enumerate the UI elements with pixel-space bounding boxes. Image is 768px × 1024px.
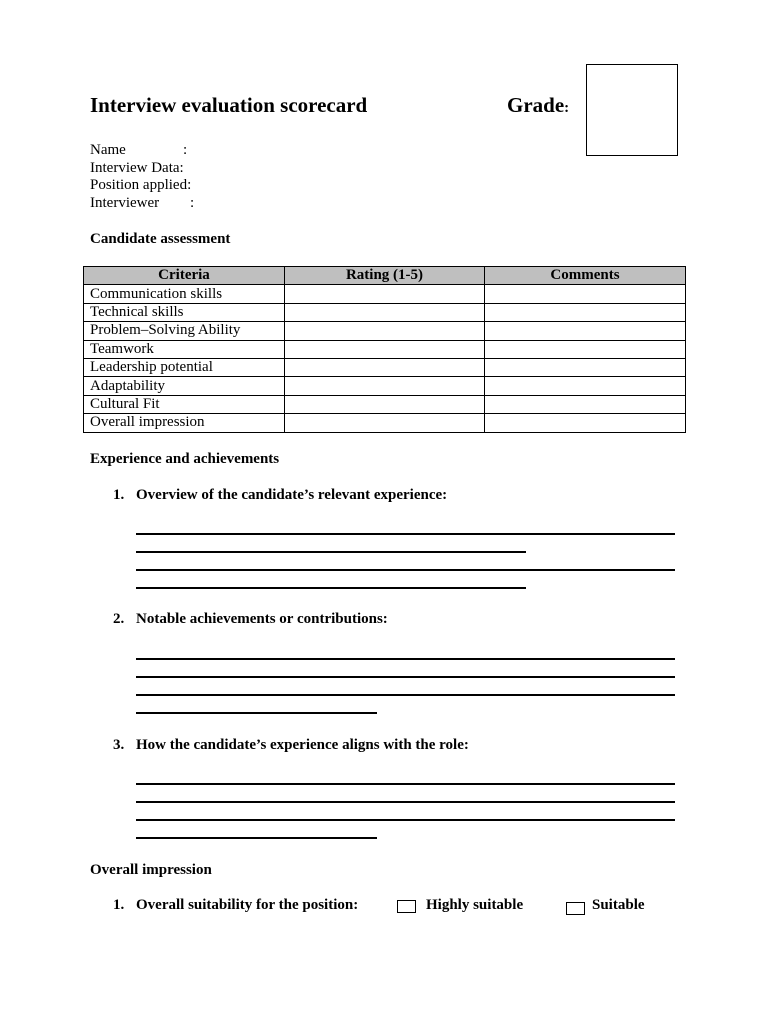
info-name [90, 142, 191, 160]
column-rating: Rating (1-5) [285, 267, 485, 285]
table-row [84, 340, 686, 358]
highly-suitable-label: Highly suitable [426, 897, 524, 913]
question-1 [0, 487, 768, 505]
criteria-cell: Teamwork [84, 340, 285, 358]
answer-line[interactable] [136, 837, 377, 839]
question-text: How the candidate’s experience aligns with the role: [136, 737, 469, 753]
info-name-colon: : [183, 142, 188, 158]
answer-line[interactable] [136, 801, 675, 803]
table-header-row [84, 267, 686, 285]
criteria-cell: Technical skills [84, 303, 285, 321]
table-row [84, 414, 686, 432]
rating-cell[interactable] [285, 340, 485, 358]
info-interviewer [90, 194, 195, 213]
suitable-checkbox[interactable] [566, 902, 585, 915]
comments-cell[interactable] [485, 322, 686, 340]
grade-label [507, 93, 569, 118]
section-experience: Experience and achievements [90, 451, 280, 467]
answer-line[interactable] [136, 783, 675, 785]
answer-line[interactable] [136, 694, 675, 696]
grade-box[interactable] [586, 64, 678, 156]
info-interviewer-colon: : [190, 194, 195, 211]
info-interview-date-label: Interview Data: [90, 159, 184, 176]
answer-line[interactable] [136, 551, 526, 553]
highly-suitable-checkbox[interactable] [397, 900, 416, 913]
criteria-cell: Overall impression [84, 414, 285, 432]
question-text: Overall suitability for the position: [136, 897, 359, 913]
answer-line[interactable] [136, 587, 526, 589]
comments-cell[interactable] [485, 358, 686, 376]
info-name-label: Name [90, 142, 126, 158]
answer-line[interactable] [136, 533, 675, 535]
answer-line[interactable] [136, 712, 377, 714]
section-candidate-assessment: Candidate assessment [90, 231, 231, 247]
info-interview-date [90, 160, 191, 178]
question-number: 2. [113, 611, 125, 627]
table-row [84, 377, 686, 395]
answer-line[interactable] [136, 658, 675, 660]
answer-line[interactable] [136, 819, 675, 821]
question-2 [0, 611, 768, 629]
grade-colon: : [564, 100, 570, 116]
comments-cell[interactable] [485, 285, 686, 303]
rating-cell[interactable] [285, 414, 485, 432]
table-row [84, 322, 686, 340]
grade-label-text: Grade [507, 93, 565, 117]
assessment-table [83, 266, 686, 433]
comments-cell[interactable] [485, 303, 686, 321]
suitable-label: Suitable [592, 897, 645, 913]
question-number: 1. [113, 897, 125, 913]
comments-cell[interactable] [485, 395, 686, 413]
page-title: Interview evaluation scorecard [90, 93, 368, 117]
rating-cell[interactable] [285, 377, 485, 395]
criteria-cell: Adaptability [84, 377, 285, 395]
rating-cell[interactable] [285, 285, 485, 303]
column-criteria: Criteria [84, 267, 285, 285]
table-row [84, 395, 686, 413]
answer-line[interactable] [136, 676, 675, 678]
table-row [84, 358, 686, 376]
rating-cell[interactable] [285, 322, 485, 340]
criteria-cell: Problem–Solving Ability [84, 322, 285, 340]
comments-cell[interactable] [485, 414, 686, 432]
info-position [90, 177, 191, 195]
criteria-cell: Cultural Fit [84, 395, 285, 413]
table-row [84, 303, 686, 321]
question-number: 3. [113, 737, 125, 753]
question-3 [0, 737, 768, 755]
rating-cell[interactable] [285, 303, 485, 321]
column-comments: Comments [485, 267, 686, 285]
info-position-label: Position applied: [90, 177, 192, 193]
criteria-cell: Communication skills [84, 285, 285, 303]
info-interviewer-label: Interviewer [90, 194, 160, 211]
section-overall-impression: Overall impression [90, 862, 212, 878]
rating-cell[interactable] [285, 358, 485, 376]
question-text: Overview of the candidate’s relevant experience: [136, 487, 448, 503]
comments-cell[interactable] [485, 377, 686, 395]
table-row [84, 285, 686, 303]
answer-line[interactable] [136, 569, 675, 571]
criteria-cell: Leadership potential [84, 358, 285, 376]
overall-question [0, 897, 768, 915]
question-number: 1. [113, 487, 125, 503]
candidate-info [90, 142, 195, 212]
rating-cell[interactable] [285, 395, 485, 413]
comments-cell[interactable] [485, 340, 686, 358]
question-text: Notable achievements or contributions: [136, 611, 388, 627]
